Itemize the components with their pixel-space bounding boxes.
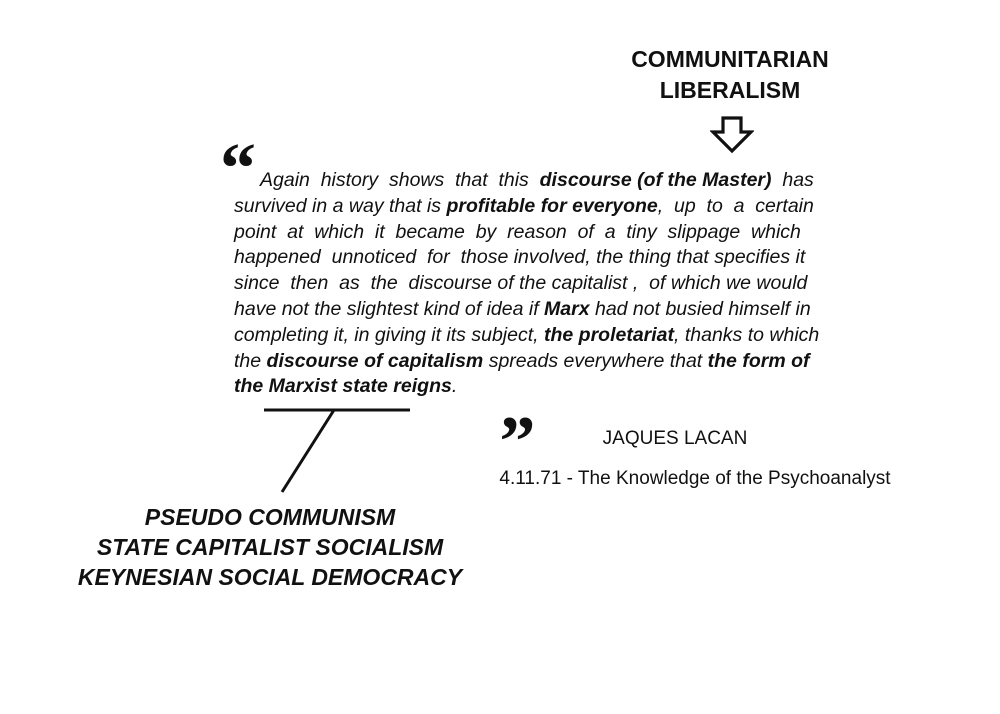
quote-segment: survived in a way that is — [234, 194, 447, 217]
quote-emphasis: profitable for everyone — [446, 194, 658, 217]
quote-segment: spreads everywhere that — [483, 349, 708, 372]
quote-line — [234, 374, 924, 400]
quote-segment: had not busied himself in — [589, 297, 811, 320]
quote-segment: completing it, in giving it its subject, — [234, 323, 544, 346]
quote-emphasis: discourse (of the Master) — [539, 169, 772, 191]
quote-author: JAQUES LACAN — [602, 428, 748, 449]
quote-source: 4.11.71 - The Knowledge of the Psychoanalyst — [499, 468, 891, 489]
quote-segment: since then as the discourse of the capitalist , of which we would — [234, 272, 808, 295]
open-quote-icon: “ — [220, 128, 256, 208]
quote-segment: , up to a certain — [657, 194, 814, 217]
quote-line — [234, 194, 924, 220]
bottom-label-line-1: PSEUDO COMMUNISM — [144, 504, 396, 530]
quote-segment: , thanks to which — [674, 323, 820, 346]
quote-segment: has — [771, 169, 814, 191]
quote-line — [234, 245, 924, 271]
quote-line — [234, 349, 924, 375]
quote-segment: Again history shows that this — [260, 169, 540, 191]
quote-text — [234, 168, 924, 400]
quote-line — [234, 220, 924, 246]
quote-emphasis: the form of — [707, 349, 810, 372]
quote-segment: . — [451, 375, 458, 398]
quote-line — [234, 271, 924, 297]
quote-segment: have not the slightest kind of idea if — [234, 297, 545, 320]
bottom-label-line-3: KEYNESIAN SOCIAL DEMOCRACY — [77, 564, 463, 590]
quote-segment: the — [234, 349, 267, 372]
quote-line — [234, 297, 924, 323]
top-label-line-1: COMMUNITARIAN — [631, 46, 829, 72]
quote-line — [234, 168, 924, 194]
top-label — [600, 44, 860, 106]
down-arrow-outline-icon — [710, 116, 754, 154]
quote-emphasis: the proletariat — [543, 323, 675, 346]
quote-emphasis: Marx — [544, 297, 590, 320]
quote-segment: point at which it became by reason of a tiny slippage which — [234, 220, 801, 243]
top-label-line-2: LIBERALISM — [659, 77, 801, 103]
bottom-label — [40, 502, 500, 592]
quote-line — [234, 323, 924, 349]
quote-segment: happened unnoticed for those involved, the thing that specifies it — [234, 246, 806, 269]
close-quote-icon: „ — [500, 364, 536, 444]
quote-emphasis: the Marxist state reigns — [234, 375, 452, 398]
quote-emphasis: discourse of capitalism — [266, 349, 484, 372]
connector-line — [260, 404, 420, 496]
bottom-label-line-2: STATE CAPITALIST SOCIALISM — [96, 534, 444, 560]
